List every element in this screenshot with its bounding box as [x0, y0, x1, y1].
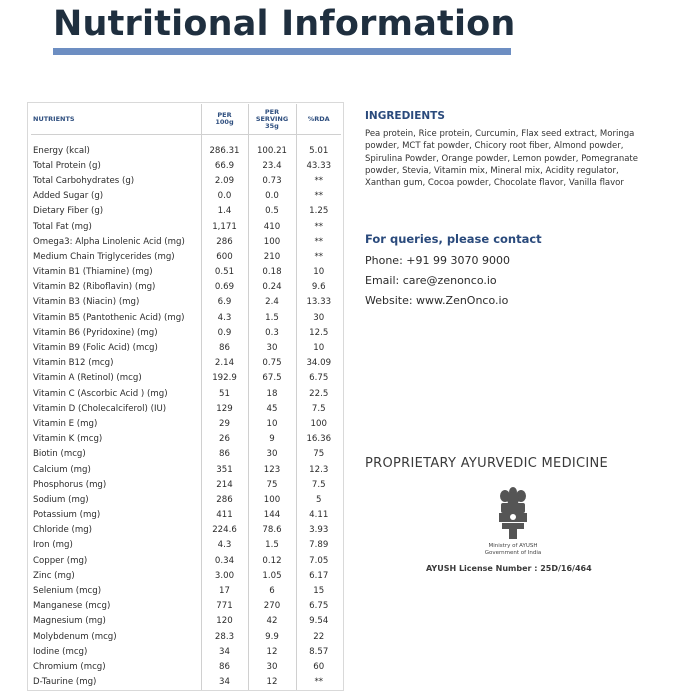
- nutrition-table: [31, 104, 341, 690]
- per-serving-value: 12: [248, 644, 296, 659]
- nutrient-name: Biotin (mcg): [33, 449, 86, 460]
- per-100g-value: 4.3: [201, 310, 248, 325]
- header-per-100g: [201, 104, 248, 135]
- table-row: [31, 310, 341, 325]
- per-100g-value: 0.69: [201, 280, 248, 295]
- table-row: [31, 401, 341, 416]
- per-100g-value: 26: [201, 432, 248, 447]
- rda-value: 7.05: [296, 553, 341, 568]
- header-nutrients: NUTRIENTS: [33, 114, 75, 123]
- nutrient-name: Added Sugar (g): [33, 191, 104, 202]
- per-serving-value: 42: [248, 614, 296, 629]
- rda-value: 6.17: [296, 568, 341, 583]
- rda-value: 5: [296, 492, 341, 507]
- nutrient-name: Vitamin D (Cholecalciferol) (IU): [33, 403, 167, 414]
- per-100g-value: 192.9: [201, 371, 248, 386]
- rda-value: 4.11: [296, 508, 341, 523]
- nutrient-name: Zinc (mg): [33, 570, 75, 581]
- header-per-serving: [248, 104, 296, 135]
- nutrient-name: Vitamin B9 (Folic Acid) (mcg): [33, 343, 158, 354]
- per-serving-value: 100: [248, 234, 296, 249]
- rda-value: 12.3: [296, 462, 341, 477]
- table-row: [31, 340, 341, 355]
- per-serving-value: 30: [248, 340, 296, 355]
- rda-value: **: [296, 675, 341, 690]
- per-100g-value: 286.31: [201, 143, 248, 158]
- rda-value: 12.5: [296, 325, 341, 340]
- nutrient-name: Vitamin B6 (Pyridoxine) (mg): [33, 327, 158, 338]
- per-100g-value: 4.3: [201, 538, 248, 553]
- nutrient-name: Chromium (mcg): [33, 661, 106, 672]
- table-row: [31, 583, 341, 598]
- license-number: AYUSH License Number : 25D/16/464: [426, 564, 592, 573]
- header-rda: %RDA: [296, 104, 341, 135]
- contact-phone: Phone: +91 99 3070 9000: [365, 254, 510, 267]
- per-serving-value: 0.0: [248, 189, 296, 204]
- nutrient-name: Dietary Fiber (g): [33, 206, 104, 217]
- per-serving-value: 1.5: [248, 538, 296, 553]
- rda-value: 30: [296, 310, 341, 325]
- per-100g-value: 66.9: [201, 158, 248, 173]
- per-100g-value: 6.9: [201, 295, 248, 310]
- rda-value: 34.09: [296, 356, 341, 371]
- rda-value: **: [296, 189, 341, 204]
- nutrient-name: Iron (mg): [33, 540, 73, 551]
- table-row: [31, 143, 341, 158]
- table-row: [31, 249, 341, 264]
- nutrient-name: Vitamin B12 (mcg): [33, 358, 114, 369]
- page-title: Nutritional Information: [53, 4, 516, 44]
- header-separator: [31, 135, 341, 144]
- per-100g-value: 28.3: [201, 629, 248, 644]
- contact-email: Email: care@zenonco.io: [365, 274, 497, 287]
- table-row: [31, 295, 341, 310]
- table-row: [31, 629, 341, 644]
- per-100g-value: 0.51: [201, 265, 248, 280]
- ingredients-text: Pea protein, Rice protein, Curcumin, Flax seed extract, Moringa powder, MCT fat powder, Chicory root fiber, Almond powder, Spirulina Powder, Orange powder, Lemon powder, Pomegranate powder, Stevia, Vitamin mix, Mineral mix, Acidity regulator, Xanthan gum, Cocoa powder, Chocolate flavor, Vanilla flavor: [365, 129, 638, 189]
- rda-value: 16.36: [296, 432, 341, 447]
- nutrient-name: Total Fat (mg): [33, 221, 92, 232]
- nutrient-name: Vitamin K (mcg): [33, 434, 103, 445]
- table-row: [31, 204, 341, 219]
- nutrient-name: Potassium (mg): [33, 510, 101, 521]
- per-serving-value: 100.21: [248, 143, 296, 158]
- per-serving-value: 9.9: [248, 629, 296, 644]
- rda-value: 22.5: [296, 386, 341, 401]
- per-100g-value: 51: [201, 386, 248, 401]
- rda-value: 13.33: [296, 295, 341, 310]
- per-serving-value: 6: [248, 583, 296, 598]
- table-row: [31, 386, 341, 401]
- rda-value: 22: [296, 629, 341, 644]
- nutrient-name: Magnesium (mg): [33, 616, 106, 627]
- table-row: [31, 508, 341, 523]
- nutrient-name: Copper (mg): [33, 555, 88, 566]
- per-100g-value: 34: [201, 675, 248, 690]
- per-serving-value: 30: [248, 447, 296, 462]
- nutrient-name: Total Carbohydrates (g): [33, 175, 135, 186]
- per-100g-value: 34: [201, 644, 248, 659]
- table-row: [31, 523, 341, 538]
- nutrition-table-body: [31, 143, 341, 690]
- rda-value: 6.75: [296, 599, 341, 614]
- per-serving-value: 23.4: [248, 158, 296, 173]
- table-row: [31, 675, 341, 690]
- rda-value: 100: [296, 416, 341, 431]
- ashoka-emblem-icon: [493, 483, 533, 543]
- per-serving-value: 0.3: [248, 325, 296, 340]
- per-serving-value: 75: [248, 477, 296, 492]
- per-serving-value: 1.5: [248, 310, 296, 325]
- per-100g-value: 0.0: [201, 189, 248, 204]
- rda-value: 9.54: [296, 614, 341, 629]
- per-serving-value: 100: [248, 492, 296, 507]
- table-header-row: [31, 104, 341, 135]
- per-serving-value: 123: [248, 462, 296, 477]
- nutrient-name: Vitamin B1 (Thiamine) (mg): [33, 267, 153, 278]
- per-100g-value: 29: [201, 416, 248, 431]
- emblem-line2: Government of India: [484, 550, 542, 556]
- nutrient-name: Molybdenum (mcg): [33, 631, 117, 642]
- per-serving-value: 10: [248, 416, 296, 431]
- per-serving-value: 67.5: [248, 371, 296, 386]
- nutrient-name: Chloride (mg): [33, 525, 93, 536]
- table-row: [31, 280, 341, 295]
- table-row: [31, 553, 341, 568]
- rda-value: 6.75: [296, 371, 341, 386]
- contact-website: Website: www.ZenOnco.io: [365, 294, 509, 307]
- table-row: [31, 189, 341, 204]
- per-serving-value: 45: [248, 401, 296, 416]
- per-100g-value: 2.14: [201, 356, 248, 371]
- nutrient-name: Vitamin E (mg): [33, 418, 98, 429]
- table-row: [31, 477, 341, 492]
- header-per-serving-text: PER SERVING 35g: [255, 107, 289, 130]
- per-serving-value: 18: [248, 386, 296, 401]
- rda-value: **: [296, 234, 341, 249]
- table-row: [31, 492, 341, 507]
- nutrient-name: Vitamin B5 (Pantothenic Acid) (mg): [33, 312, 185, 323]
- nutrient-name: D-Taurine (mg): [33, 677, 97, 688]
- nutrient-name: Calcium (mg): [33, 464, 91, 475]
- per-100g-value: 286: [201, 492, 248, 507]
- rda-value: 1.25: [296, 204, 341, 219]
- nutrient-name: Vitamin B3 (Niacin) (mg): [33, 297, 140, 308]
- nutrient-name: Manganese (mcg): [33, 601, 111, 612]
- per-100g-value: 771: [201, 599, 248, 614]
- table-row: [31, 416, 341, 431]
- table-row: [31, 568, 341, 583]
- per-100g-value: 129: [201, 401, 248, 416]
- rda-value: 60: [296, 659, 341, 674]
- rda-value: 3.93: [296, 523, 341, 538]
- ingredients-title: INGREDIENTS: [365, 110, 445, 122]
- header-per-100g-text: PER 100g: [215, 111, 234, 126]
- nutrient-name: Vitamin A (Retinol) (mcg): [33, 373, 142, 384]
- rda-value: 75: [296, 447, 341, 462]
- per-serving-value: 2.4: [248, 295, 296, 310]
- per-100g-value: 351: [201, 462, 248, 477]
- per-100g-value: 286: [201, 234, 248, 249]
- rda-value: 10: [296, 265, 341, 280]
- per-100g-value: 1.4: [201, 204, 248, 219]
- rda-value: 5.01: [296, 143, 341, 158]
- per-serving-value: 30: [248, 659, 296, 674]
- per-serving-value: 0.5: [248, 204, 296, 219]
- nutrient-name: Omega3: Alpha Linolenic Acid (mg): [33, 236, 185, 247]
- proprietary-label: PROPRIETARY AYURVEDIC MEDICINE: [365, 456, 609, 471]
- table-row: [31, 265, 341, 280]
- nutrient-name: Phosphorus (mg): [33, 479, 107, 490]
- table-row: [31, 432, 341, 447]
- per-serving-value: 270: [248, 599, 296, 614]
- table-row: [31, 173, 341, 188]
- nutrient-name: Medium Chain Triglycerides (mg): [33, 251, 175, 262]
- per-100g-value: 214: [201, 477, 248, 492]
- queries-title: For queries, please contact: [365, 232, 542, 246]
- table-row: [31, 219, 341, 234]
- table-row: [31, 356, 341, 371]
- nutrient-name: Sodium (mg): [33, 494, 89, 505]
- per-100g-value: 224.6: [201, 523, 248, 538]
- rda-value: 43.33: [296, 158, 341, 173]
- nutrient-name: Total Protein (g): [33, 160, 101, 171]
- per-100g-value: 600: [201, 249, 248, 264]
- table-row: [31, 614, 341, 629]
- rda-value: 10: [296, 340, 341, 355]
- per-serving-value: 210: [248, 249, 296, 264]
- per-100g-value: 17: [201, 583, 248, 598]
- rda-value: **: [296, 219, 341, 234]
- rda-value: 9.6: [296, 280, 341, 295]
- table-row: [31, 371, 341, 386]
- per-100g-value: 86: [201, 447, 248, 462]
- per-serving-value: 0.24: [248, 280, 296, 295]
- rda-value: **: [296, 173, 341, 188]
- table-row: [31, 599, 341, 614]
- rda-value: 7.5: [296, 477, 341, 492]
- per-100g-value: 411: [201, 508, 248, 523]
- nutrient-name: Vitamin B2 (Riboflavin) (mg): [33, 282, 156, 293]
- per-100g-value: 3.00: [201, 568, 248, 583]
- per-serving-value: 0.75: [248, 356, 296, 371]
- rda-value: 7.5: [296, 401, 341, 416]
- table-row: [31, 462, 341, 477]
- rda-value: 7.89: [296, 538, 341, 553]
- per-serving-value: 0.12: [248, 553, 296, 568]
- nutrient-name: Iodine (mcg): [33, 646, 88, 657]
- per-serving-value: 9: [248, 432, 296, 447]
- nutrient-name: Vitamin C (Ascorbic Acid ) (mg): [33, 388, 168, 399]
- table-row: [31, 538, 341, 553]
- nutrient-name: Selenium (mcg): [33, 586, 102, 597]
- per-100g-value: 0.34: [201, 553, 248, 568]
- table-row: [31, 447, 341, 462]
- table-row: [31, 158, 341, 173]
- emblem-line1: Ministry of AYUSH: [488, 543, 538, 549]
- per-serving-value: 0.73: [248, 173, 296, 188]
- per-100g-value: 86: [201, 340, 248, 355]
- table-row: [31, 325, 341, 340]
- per-serving-value: 144: [248, 508, 296, 523]
- per-serving-value: 12: [248, 675, 296, 690]
- title-underline: [53, 48, 511, 55]
- per-serving-value: 0.18: [248, 265, 296, 280]
- rda-value: **: [296, 249, 341, 264]
- table-row: [31, 234, 341, 249]
- rda-value: 15: [296, 583, 341, 598]
- per-100g-value: 86: [201, 659, 248, 674]
- per-100g-value: 1,171: [201, 219, 248, 234]
- per-serving-value: 1.05: [248, 568, 296, 583]
- table-row: [31, 644, 341, 659]
- per-serving-value: 78.6: [248, 523, 296, 538]
- per-100g-value: 0.9: [201, 325, 248, 340]
- table-row: [31, 659, 341, 674]
- per-100g-value: 120: [201, 614, 248, 629]
- nutrient-name: Energy (kcal): [33, 145, 90, 156]
- rda-value: 8.57: [296, 644, 341, 659]
- per-100g-value: 2.09: [201, 173, 248, 188]
- per-serving-value: 410: [248, 219, 296, 234]
